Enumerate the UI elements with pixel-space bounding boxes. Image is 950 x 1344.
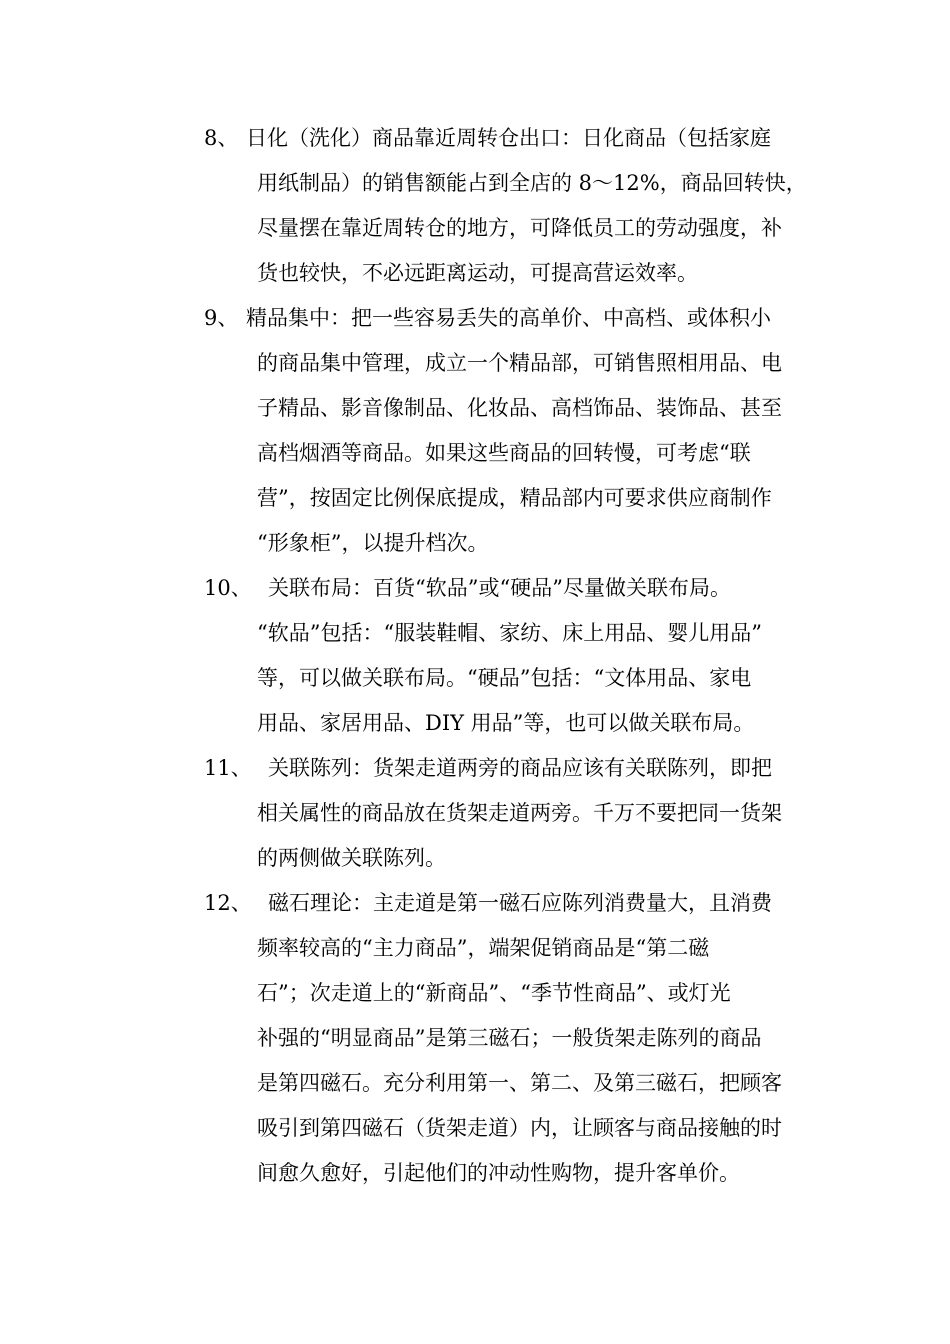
item-text-line: 日化（洗化）商品靠近周转仓出口：日化商品（包括家庭 xyxy=(246,126,771,150)
item-text-line: “软品”包括：“服装鞋帽、家纺、床上用品、婴儿用品” xyxy=(257,621,762,645)
item-text-line: 相关属性的商品放在货架走道两旁。千万不要把同一货架 xyxy=(257,801,782,825)
item-number: 9、 xyxy=(204,306,239,330)
item-number: 12、 xyxy=(204,891,252,915)
item-text-line: 用品、家居用品、DIY 用品”等，也可以做关联布局。 xyxy=(257,711,755,735)
item-text-line: 用纸制品）的销售额能占到全店的 8～12%，商品回转快， xyxy=(257,171,807,195)
item-number: 10、 xyxy=(204,576,252,600)
item-text-line: 营”，按固定比例保底提成，精品部内可要求供应商制作 xyxy=(257,486,772,510)
item-text-line: “形象柜”，以提升档次。 xyxy=(257,531,489,555)
item-text-line: 的商品集中管理，成立一个精品部，可销售照相用品、电 xyxy=(257,351,782,375)
item-text-line: 精品集中：把一些容易丢失的高单价、中高档、或体积小 xyxy=(246,306,771,330)
item-text-line: 货也较快，不必远距离运动，可提高营运效率。 xyxy=(257,261,698,285)
item-text-line: 石”；次走道上的“新商品”、“季节性商品”、或灯光 xyxy=(257,981,731,1005)
item-text-line: 尽量摆在靠近周转仓的地方，可降低员工的劳动强度，补 xyxy=(257,216,782,240)
item-text-line: 吸引到第四磁石（货架走道）内，让顾客与商品接触的时 xyxy=(257,1116,782,1140)
item-text-line: 高档烟酒等商品。如果这些商品的回转慢，可考虑“联 xyxy=(257,441,751,465)
item-text-line: 的两侧做关联陈列。 xyxy=(257,846,446,870)
item-number: 8、 xyxy=(204,126,239,150)
item-text-line: 补强的“明显商品”是第三磁石；一般货架走陈列的商品 xyxy=(257,1026,762,1050)
item-text-line: 间愈久愈好，引起他们的冲动性购物，提升客单价。 xyxy=(257,1161,740,1185)
item-text-line: 等，可以做关联布局。“硬品”包括：“文体用品、家电 xyxy=(257,666,752,690)
item-text-line: 磁石理论：主走道是第一磁石应陈列消费量大，且消费 xyxy=(268,891,772,915)
item-text-line: 关联陈列：货架走道两旁的商品应该有关联陈列，即把 xyxy=(268,756,772,780)
item-text-line: 子精品、影音像制品、化妆品、高档饰品、装饰品、甚至 xyxy=(257,396,782,420)
item-text-line: 频率较高的“主力商品”，端架促销商品是“第二磁 xyxy=(257,936,710,960)
item-text-line: 关联布局：百货“软品”或“硬品”尽量做关联布局。 xyxy=(268,576,731,600)
item-number: 11、 xyxy=(204,756,252,780)
item-text-line: 是第四磁石。充分利用第一、第二、及第三磁石，把顾客 xyxy=(257,1071,782,1095)
